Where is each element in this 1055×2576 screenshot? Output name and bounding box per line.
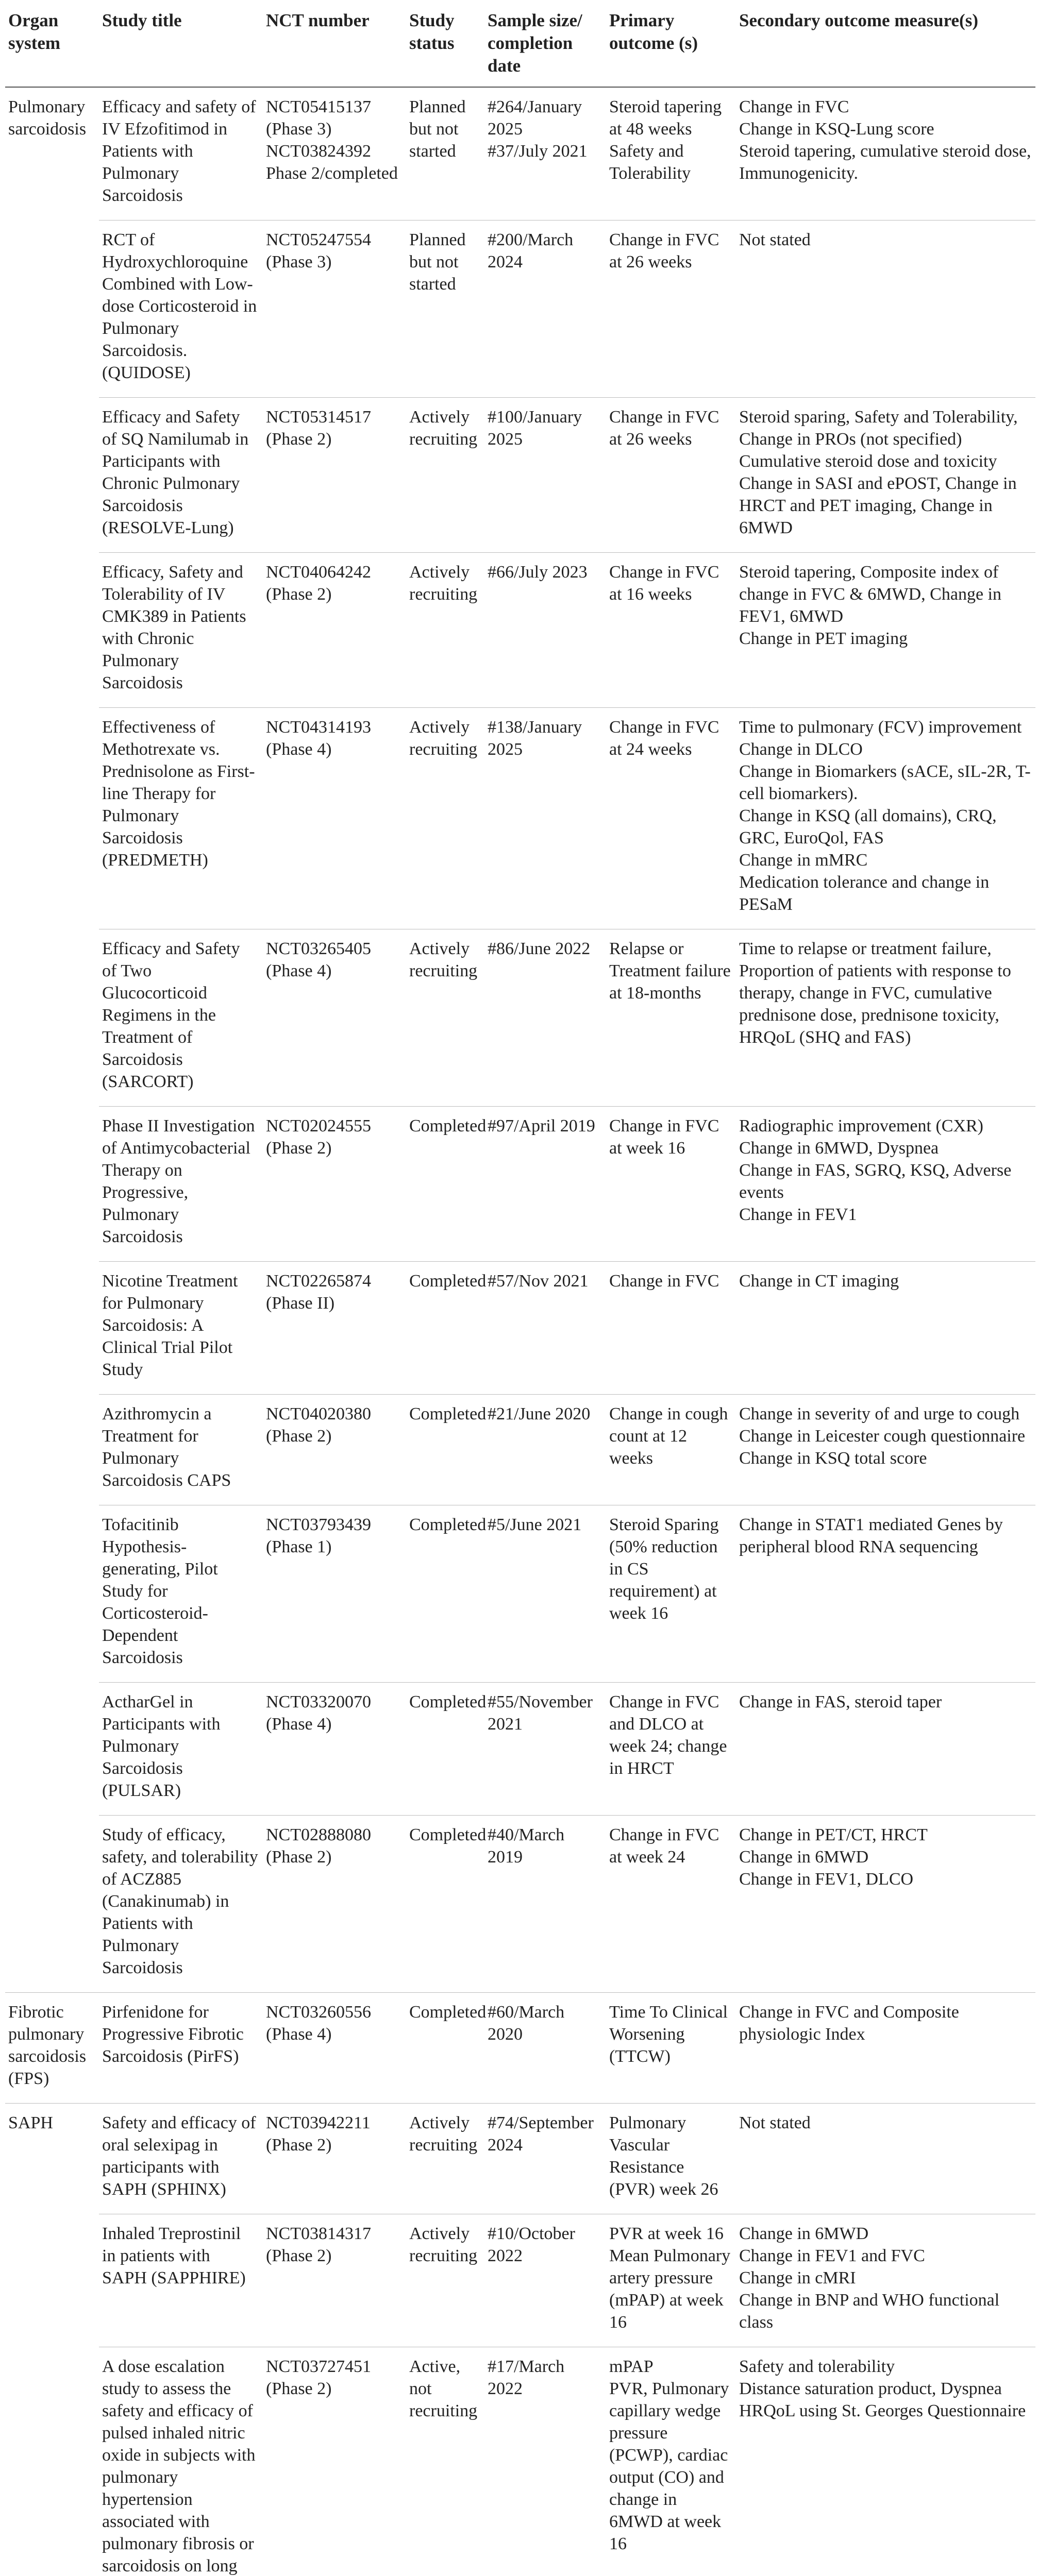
table-row <box>5 2104 1035 2214</box>
primary-outcome-cell <box>606 2347 736 2576</box>
cell-line: Change in FVC at week 24 <box>609 1825 719 1867</box>
primary-outcome-cell <box>606 1395 736 1505</box>
cell-line: Efficacy and safety of IV Efzofitimod in Patients with Pulmonary Sarcoidosis <box>102 97 256 205</box>
cell-line: PVR, Pulmonary capillary wedge pressure (PCWP), cardiac output (CO) and change in 6MWD at week 16 <box>609 2379 729 2553</box>
cell-line: Efficacy, Safety and Tolerability of IV CMK389 in Patients with Chronic Pulmonary Sarcoidosis <box>102 563 246 692</box>
cell-line: Steroid tapering, cumulative steroid dose, Immunogenicity. <box>739 142 1031 183</box>
cell-line: Change in FVC at 26 weeks <box>609 408 719 449</box>
cell-line: NCT03824392 Phase 2/completed <box>266 142 398 183</box>
cell-line: #97/April 2019 <box>488 1116 595 1136</box>
secondary-outcome-cell <box>736 929 1035 1107</box>
cell-line: NCT03942211 (Phase 2) <box>266 2113 371 2155</box>
cell-line: NCT04314193 (Phase 4) <box>266 718 371 759</box>
cell-line: Completed <box>409 1825 487 1844</box>
study-title-cell <box>99 553 263 708</box>
nct-number-cell <box>263 1816 406 1993</box>
sample-size-cell <box>484 1262 606 1395</box>
cell-line: Change in Biomarkers (sACE, sIL-2R, T-cell biomarkers). <box>739 762 1031 803</box>
cell-line: NCT05247554 (Phase 3) <box>266 230 371 272</box>
cell-line: Change in CT imaging <box>739 1272 899 1291</box>
cell-line: #10/October 2022 <box>488 2224 575 2265</box>
table-row <box>5 1395 1035 1505</box>
cell-line: Change in FEV1, DLCO <box>739 1870 914 1889</box>
table-row <box>5 221 1035 398</box>
table-row <box>5 1816 1035 1993</box>
secondary-outcome-cell <box>736 1395 1035 1505</box>
table-row <box>5 398 1035 553</box>
cell-line: Inhaled Treprostinil in patients with SAPH (SAPPHIRE) <box>102 2224 246 2287</box>
cell-line: Actively recruiting <box>409 718 478 759</box>
cell-line: NCT02888080 (Phase 2) <box>266 1825 371 1867</box>
cell-line: Planned but not started <box>409 97 466 161</box>
cell-line: Completed <box>409 1515 487 1534</box>
table-header-row <box>5 7 1035 87</box>
primary-outcome-cell <box>606 2214 736 2347</box>
secondary-outcome-cell <box>736 1993 1035 2104</box>
cell-line: #138/January 2025 <box>488 718 582 759</box>
primary-outcome-cell <box>606 1107 736 1262</box>
primary-outcome-cell <box>606 398 736 553</box>
cell-line: Change in Leicester cough questionnaire <box>739 1427 1026 1446</box>
table-row <box>5 87 1035 221</box>
cell-line: Completed <box>409 2003 487 2022</box>
sample-size-cell <box>484 398 606 553</box>
cell-line: NCT03265405 (Phase 4) <box>266 939 371 980</box>
cell-line: NCT03260556 (Phase 4) <box>266 2003 371 2044</box>
cell-line: Actively recruiting <box>409 939 478 980</box>
cell-line: Change in PET/CT, HRCT <box>739 1825 928 1844</box>
cell-line: Change in FVC <box>739 97 849 116</box>
cell-line: #264/January 2025 <box>488 97 582 139</box>
sample-size-header: Sample size/ completion date <box>484 7 606 87</box>
study-status-cell <box>406 1395 487 1505</box>
study-status-cell <box>406 1683 487 1816</box>
cell-line: NCT03727451 (Phase 2) <box>266 2357 371 2398</box>
study-title-cell <box>99 2214 263 2347</box>
organ-system-cell: SAPH <box>5 2104 99 2576</box>
study-status-cell <box>406 2347 484 2576</box>
sample-size-cell <box>484 1107 606 1262</box>
cell-line: Medication tolerance and change in PESaM <box>739 873 990 914</box>
cell-line: Active, not recruiting <box>409 2357 478 2420</box>
cell-line: Completed <box>409 1116 487 1136</box>
table-row <box>5 929 1035 1107</box>
cell-line: Change in KSQ-Lung score <box>739 120 934 139</box>
primary-outcome-cell <box>606 2104 736 2214</box>
cell-line: Nicotine Treatment for Pulmonary Sarcoidosis: A Clinical Trial Pilot Study <box>102 1272 238 1379</box>
study-title-cell <box>99 708 263 929</box>
cell-line: Pirfenidone for Progressive Fibrotic Sarcoidosis (PirFS) <box>102 2003 244 2066</box>
cell-line: Phase II Investigation of Antimycobacterial Therapy on Progressive, Pulmonary Sarcoidosis <box>102 1116 255 1246</box>
table-row <box>5 2214 1035 2347</box>
organ-system-cell: Fibrotic pulmonary sarcoidosis (FPS) <box>5 1993 99 2104</box>
nct-number-cell <box>263 221 406 398</box>
study-title-cell <box>99 1683 263 1816</box>
sample-size-cell <box>484 1683 606 1816</box>
secondary-outcome-cell <box>736 2104 1035 2214</box>
study-status-cell <box>406 2104 484 2214</box>
cell-line: Safety and efficacy of oral selexipag in participants with SAPH (SPHINX) <box>102 2113 256 2199</box>
cell-line: Completed <box>409 1404 487 1423</box>
nct-number-cell <box>263 1505 406 1683</box>
cell-line: mPAP <box>609 2357 654 2376</box>
secondary-outcome-cell <box>736 1505 1035 1683</box>
cell-line: #21/June 2020 <box>488 1404 591 1423</box>
cell-line: Change in DLCO <box>739 740 863 759</box>
cell-line: Change in BNP and WHO functional class <box>739 2291 1000 2332</box>
secondary-outcome-cell <box>736 553 1035 708</box>
cell-line: Efficacy and Safety of SQ Namilumab in Participants with Chronic Pulmonary Sarcoidosis (RESOLVE-Lung) <box>102 408 249 537</box>
cell-line: Relapse or Treatment failure at 18-months <box>609 939 731 1003</box>
table-body <box>5 87 1035 2576</box>
cell-line: #57/Nov 2021 <box>488 1272 589 1291</box>
study-title-cell <box>99 929 263 1107</box>
cell-line: Effectiveness of Methotrexate vs. Prednisolone as First-line Therapy for Pulmonary Sarcoidosis (PREDMETH) <box>102 718 255 870</box>
study-status-cell <box>406 2214 484 2347</box>
sample-size-cell <box>484 2347 606 2576</box>
nct-number-cell <box>263 2214 406 2347</box>
sample-size-cell <box>484 708 606 929</box>
cell-line: Not stated <box>739 230 811 249</box>
study-title-header: Study title <box>99 7 263 87</box>
study-title-cell <box>99 1816 263 1993</box>
nct-number-cell <box>263 1262 406 1395</box>
sample-size-cell <box>484 1505 606 1683</box>
study-title-cell <box>99 87 263 221</box>
secondary-outcome-cell <box>736 1683 1035 1816</box>
nct-number-cell <box>263 1683 406 1816</box>
study-status-cell <box>406 1816 487 1993</box>
cell-line: Actively recruiting <box>409 2224 478 2265</box>
cell-line: Change in cMRI <box>739 2268 856 2287</box>
cell-line: Completed <box>409 1272 487 1291</box>
study-status-cell <box>406 1993 487 2104</box>
sample-size-cell <box>484 2104 606 2214</box>
cell-line: NCT05314517 (Phase 2) <box>266 408 371 449</box>
cell-line: Change in FAS, steroid taper <box>739 1692 942 1711</box>
cell-line: NCT04020380 (Phase 2) <box>266 1404 371 1446</box>
cell-line: #200/March 2024 <box>488 230 574 272</box>
organ-system-cell: Pulmonary sarcoidosis <box>8 97 87 139</box>
cell-line: Planned but not started <box>409 230 466 294</box>
cell-line: Change in FVC and DLCO at week 24; change in HRCT <box>609 1692 727 1778</box>
table-row <box>5 1505 1035 1683</box>
primary-outcome-cell <box>606 1262 736 1395</box>
primary-outcome-cell <box>606 1816 736 1993</box>
cell-line: NCT03814317 (Phase 2) <box>266 2224 371 2265</box>
secondary-outcome-cell <box>736 221 1035 398</box>
study-status-cell <box>406 87 484 221</box>
sample-size-cell <box>484 2214 606 2347</box>
trials-table <box>5 7 1035 2576</box>
cell-line: Change in STAT1 mediated Genes by peripheral blood RNA sequencing <box>739 1515 1003 1556</box>
cell-line: Cumulative steroid dose and toxicity <box>739 452 997 471</box>
study-title-cell <box>99 398 263 553</box>
cell-line: Study of efficacy, safety, and tolerability of ACZ885 (Canakinumab) in Patients with Pulmonary Sarcoidosis <box>102 1825 258 1977</box>
cell-line: Pulmonary Vascular Resistance (PVR) week 26 <box>609 2113 718 2199</box>
secondary-outcome-cell <box>736 708 1035 929</box>
primary-outcome-cell <box>606 1683 736 1816</box>
primary-outcome-cell <box>606 221 736 398</box>
cell-line: Change in SASI and ePOST, Change in HRCT and PET imaging, Change in 6MWD <box>739 474 1017 537</box>
cell-line: Steroid tapering, Composite index of change in FVC & 6MWD, Change in FEV1, 6MWD <box>739 563 1001 626</box>
cell-line: Mean Pulmonary artery pressure (mPAP) at week 16 <box>609 2246 731 2332</box>
table-row <box>5 1262 1035 1395</box>
secondary-outcome-cell <box>736 1816 1035 1993</box>
cell-line: Actively recruiting <box>409 563 478 604</box>
nct-number-cell <box>263 1107 406 1262</box>
cell-line: Change in FEV1 and FVC <box>739 2246 925 2265</box>
cell-line: Steroid Sparing (50% reduction in CS requirement) at week 16 <box>609 1515 719 1623</box>
cell-line: RCT of Hydroxychloroquine Combined with Low-dose Corticosteroid in Pulmonary Sarcoidosis. (QUIDOSE) <box>102 230 257 382</box>
secondary-outcome-header: Secondary outcome measure(s) <box>736 7 1035 87</box>
sample-size-cell <box>484 1395 606 1505</box>
nct-number-cell <box>263 929 406 1107</box>
study-status-cell <box>406 1107 487 1262</box>
cell-line: #37/July 2021 <box>488 142 588 161</box>
primary-outcome-cell <box>606 553 736 708</box>
cell-line: #17/March 2022 <box>488 2357 565 2398</box>
study-title-cell <box>99 1262 263 1395</box>
study-status-header: Study status <box>406 7 484 87</box>
cell-line: NCT02265874 (Phase II) <box>266 1272 371 1313</box>
nct-number-cell <box>263 398 406 553</box>
sample-size-cell <box>484 1816 606 1993</box>
nct-number-cell <box>263 87 406 221</box>
table-row <box>5 1993 1035 2104</box>
nct-number-cell <box>263 1395 406 1505</box>
nct-number-cell <box>263 1993 406 2104</box>
study-status-cell <box>406 398 484 553</box>
secondary-outcome-cell <box>736 398 1035 553</box>
sample-size-cell <box>484 1993 606 2104</box>
cell-line: PVR at week 16 <box>609 2224 724 2243</box>
table-row <box>5 1107 1035 1262</box>
cell-line: Change in FVC at 16 weeks <box>609 563 719 604</box>
primary-outcome-cell <box>606 929 736 1107</box>
study-title-cell <box>99 1107 263 1262</box>
cell-line: NCT05415137 (Phase 3) <box>266 97 371 139</box>
cell-line: Time to relapse or treatment failure, Proportion of patients with response to therapy, change in FVC, cumulative prednisone dose, prednisone toxicity, HRQoL (SHQ and FAS) <box>739 939 1011 1047</box>
cell-line: NCT03793439 (Phase 1) <box>266 1515 371 1556</box>
nct-number-cell <box>263 2104 406 2214</box>
cell-line: Change in FVC at week 16 <box>609 1116 719 1158</box>
study-title-cell <box>99 1395 263 1505</box>
sample-size-cell <box>484 553 606 708</box>
secondary-outcome-cell <box>736 2214 1035 2347</box>
cell-line: Change in PET imaging <box>739 629 908 648</box>
primary-outcome-cell <box>606 708 736 929</box>
study-status-cell <box>406 553 484 708</box>
cell-line: Radiographic improvement (CXR) <box>739 1116 984 1136</box>
cell-line: Steroid sparing, Safety and Tolerability, Change in PROs (not specified) <box>739 408 1018 449</box>
cell-line: Change in 6MWD <box>739 1848 869 1867</box>
cell-line: #60/March 2020 <box>488 2003 565 2044</box>
cell-line: ActharGel in Participants with Pulmonary Sarcoidosis (PULSAR) <box>102 1692 221 1800</box>
study-status-cell <box>406 929 484 1107</box>
cell-line: Tofacitinib Hypothesis-generating, Pilot Study for Corticosteroid-Dependent Sarcoidosis <box>102 1515 218 1667</box>
secondary-outcome-cell <box>736 2347 1035 2576</box>
study-status-cell <box>406 1505 487 1683</box>
cell-line: Change in FVC at 24 weeks <box>609 718 719 759</box>
cell-line: Distance saturation product, Dyspnea HRQoL using St. Georges Questionnaire <box>739 2379 1026 2420</box>
cell-line: Change in cough count at 12 weeks <box>609 1404 728 1468</box>
primary-outcome-cell <box>606 1505 736 1683</box>
study-status-cell <box>406 1262 487 1395</box>
nct-number-header: NCT number <box>263 7 406 87</box>
cell-line: Completed <box>409 1692 487 1711</box>
study-status-cell <box>406 708 484 929</box>
cell-line: Change in FAS, SGRQ, KSQ, Adverse events <box>739 1161 1012 1202</box>
study-title-cell <box>99 2104 263 2214</box>
nct-number-cell <box>263 2347 406 2576</box>
cell-line: Safety and tolerability <box>739 2357 895 2376</box>
cell-line: Change in KSQ (all domains), CRQ, GRC, EuroQol, FAS <box>739 806 997 848</box>
cell-line: Change in FEV1 <box>739 1205 857 1224</box>
cell-line: Not stated <box>739 2113 811 2132</box>
cell-line: Steroid tapering at 48 weeks <box>609 97 722 139</box>
secondary-outcome-cell <box>736 1107 1035 1262</box>
primary-outcome-header: Primary outcome (s) <box>606 7 736 87</box>
cell-line: NCT02024555 (Phase 2) <box>266 1116 371 1158</box>
cell-line: NCT03320070 (Phase 4) <box>266 1692 371 1734</box>
study-title-cell <box>99 221 263 398</box>
nct-number-cell <box>263 708 406 929</box>
cell-line: Actively recruiting <box>409 2113 478 2155</box>
table-row <box>5 1683 1035 1816</box>
cell-line: Change in 6MWD <box>739 2224 869 2243</box>
cell-line: A dose escalation study to assess the safety and efficacy of pulsed inhaled nitric oxide in subjects with pulmonary hypertension associated with pulmonary fibrosis or sarcoidosis on long <box>102 2357 256 2575</box>
secondary-outcome-cell <box>736 1262 1035 1395</box>
study-status-cell <box>406 221 484 398</box>
table-row <box>5 708 1035 929</box>
cell-line: Change in severity of and urge to cough <box>739 1404 1020 1423</box>
cell-line: Time To Clinical Worsening (TTCW) <box>609 2003 728 2066</box>
cell-line: Efficacy and Safety of Two Glucocorticoid Regimens in the Treatment of Sarcoidosis (SARCORT) <box>102 939 240 1091</box>
sample-size-cell <box>484 929 606 1107</box>
table-row <box>5 553 1035 708</box>
nct-number-cell <box>263 553 406 708</box>
primary-outcome-cell <box>606 87 736 221</box>
cell-line: #86/June 2022 <box>488 939 591 958</box>
cell-line: Change in FVC <box>609 1272 719 1291</box>
primary-outcome-cell <box>606 1993 736 2104</box>
cell-line: Change in KSQ total score <box>739 1449 927 1468</box>
cell-line: Change in FVC at 26 weeks <box>609 230 719 272</box>
cell-line: NCT04064242 (Phase 2) <box>266 563 371 604</box>
sample-size-cell <box>484 87 606 221</box>
table-row <box>5 2347 1035 2576</box>
cell-line: #66/July 2023 <box>488 563 588 582</box>
cell-line: #40/March 2019 <box>488 1825 565 1867</box>
study-title-cell <box>99 1993 263 2104</box>
cell-line: Change in mMRC <box>739 851 868 870</box>
secondary-outcome-cell <box>736 87 1035 221</box>
study-title-cell <box>99 2347 263 2576</box>
cell-line: Azithromycin a Treatment for Pulmonary Sarcoidosis CAPS <box>102 1404 231 1490</box>
cell-line: #5/June 2021 <box>488 1515 582 1534</box>
organ-system-header: Organ system <box>5 7 99 87</box>
study-title-cell <box>99 1505 263 1683</box>
cell-line: Actively recruiting <box>409 408 478 449</box>
cell-line: Time to pulmonary (FCV) improvement <box>739 718 1022 737</box>
cell-line: Change in FVC and Composite physiologic Index <box>739 2003 959 2044</box>
cell-line: #100/January 2025 <box>488 408 582 449</box>
sample-size-cell <box>484 221 606 398</box>
cell-line: #74/September 2024 <box>488 2113 594 2155</box>
cell-line: #55/November 2021 <box>488 1692 593 1734</box>
cell-line: Change in 6MWD, Dyspnea <box>739 1139 939 1158</box>
cell-line: Safety and Tolerability <box>609 142 691 183</box>
